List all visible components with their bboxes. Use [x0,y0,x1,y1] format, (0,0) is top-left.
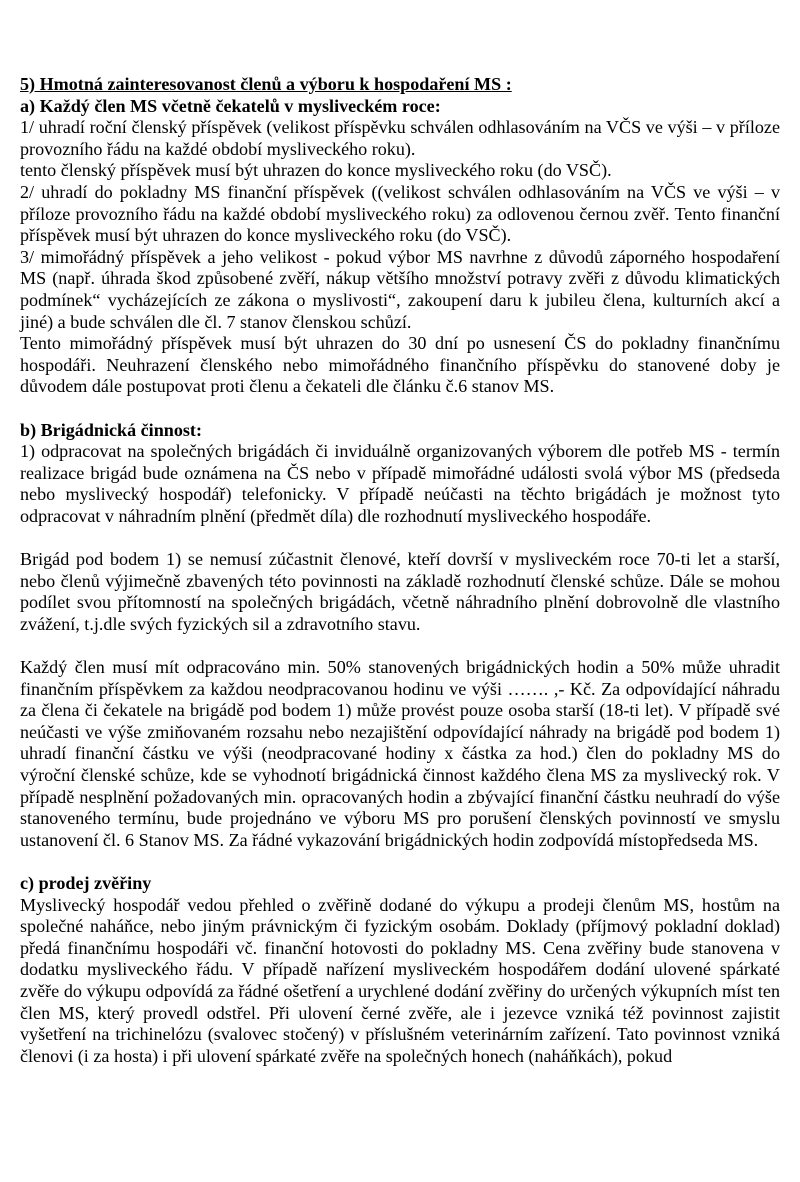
subsection-b-paragraph-1: 1) odpracovat na společných brigádách či inviduálně organizovaných výborem dle potřeb MS - termín realizace brigád bude oznámena na ČS nebo v případě mimořádné události svolá výbor MS (předseda nebo myslivecký hospodář) telefonicky. V případě neúčasti na těchto brigádách je možnost tyto odpracovat v náhradním plnění (předmět díla) dle rozhodnutí mysliveckého hospodáře. [20,441,780,526]
spacer [20,398,780,420]
subsection-a-paragraph-5: Tento mimořádný příspěvek musí být uhrazen do 30 dní po usnesení ČS do pokladny finančnímu hospodáři. Neuhrazení členského nebo mimořádného finančního příspěvku do stanovené doby je důvodem dále postupovat proti členu a čekateli dle článku č.6 stanov MS. [20,333,780,397]
section-5-heading: 5) Hmotná zainteresovanost členů a výboru k hospodaření MS : [20,74,512,94]
subsection-b-heading: b) Brigádnická činnost: [20,419,202,440]
spacer [20,851,780,873]
subsection-a-paragraph-1: 1/ uhradí roční členský příspěvek (velikost příspěvku schválen odhlasováním na VČS ve výši – v příloze provozního řádu na každé období mysliveckého roku). [20,117,780,159]
subsection-a-paragraph-2: tento členský příspěvek musí být uhrazen do konce mysliveckého roku (do VSČ). [20,160,612,181]
subsection-c-heading: c) prodej zvěřiny [20,872,152,893]
subsection-a-heading: a) Každý člen MS včetně čekatelů v mysliveckém roce: [20,95,441,116]
spacer [20,635,780,657]
subsection-a-paragraph-3: 2/ uhradí do pokladny MS finanční příspěvek ((velikost schválen odhlasováním na VČS ve výši – v příloze provozního řádu na každé období mysliveckého roku) za odlovenou černou zvěř. Tento finanční příspěvek musí být uhrazen do konce mysliveckého roku (do VSČ). [20,181,780,246]
spacer [20,527,780,549]
subsection-b-paragraph-2: Brigád pod bodem 1) se nemusí zúčastnit členové, kteří dovrší v mysliveckém roce 70-ti let a starší, nebo členů výjimečně zbavených této povinnosti na základě rozhodnutí členské schůze. Dále se mohou podílet svou přítomností na společných brigádách, včetně náhradního plnění dobrovolně dle vlastního zvážení, t.j.dle svých fyzických sil a zdravotního stavu. [20,549,780,634]
subsection-b-paragraph-3: Každý člen musí mít odpracováno min. 50% stanovených brigádnických hodin a 50% může uhradit finančním příspěvkem za každou neodpracovanou hodinu ve výši ……. ,- Kč. Za odpovídající náhradu za člena či čekatele na brigádě pod bodem 1) může provést pouze osoba starší (18-ti let). V případě své neúčasti ve výše zmiňovaném rozsahu nebo nezajištění odpovídající náhrady na brigádě pod bodem 1) uhradí finanční částku ve výši (neodpracované hodiny x částka za hod.) člen do pokladny MS do výroční členské schůze, kde se vyhodnotí brigádnická činnost každého člena MS za myslivecký rok. V případě nesplnění požadovaných min. opracovaných hodin a zbývající finanční částku neuhradí do výše stanoveného termínu, bude projednáno ve výboru MS pro porušení členských povinností ve smyslu ustanovení čl. 6 Stanov MS. Za řádné vykazování brigádnických hodin zodpovídá místopředseda MS. [20,657,780,850]
subsection-a-paragraph-4: 3/ mimořádný příspěvek a jeho velikost - pokud výbor MS navrhne z důvodů záporného hospodaření MS (např. úhrada škod způsobené zvěří, nákup většího množství potravy zvěři z důvodu klimatických podmínek“ vycházejících ze zákona o myslivosti“, zakoupení daru k jubileu člena, kulturních akcí a jiné) a bude schválen dle čl. 7 stanov členskou schůzí. [20,246,780,332]
subsection-c-paragraph-1: Myslivecký hospodář vedou přehled o zvěřině dodané do výkupu a prodeji členům MS, hostům na společné naháňce, nebo jiným právnickým či fyzickým osobám. Doklady (příjmový pokladní doklad) předá finančnímu hospodáři vč. finanční hotovosti do pokladny MS. Cena zvěřiny bude stanovena v dodatku mysliveckého řádu. V případě nařízení mysliveckém hospodářem dodání ulovené spárkaté zvěře do výkupu odpovídá za řádné ošetření a urychlené dodání zvěřiny do určených výkupních míst ten člen MS, který provedl odstřel. Při ulovení černé zvěře, ale i jezevce vzniká též povinnost zajistit vyšetření na trichinelózu (svalovec stočený) v příslušném veterinárním zařízení. Tato povinnost vzniká členovi (i za hosta) i při ulovení spárkaté zvěře na společných honech (naháňkách), pokud [20,894,780,1066]
